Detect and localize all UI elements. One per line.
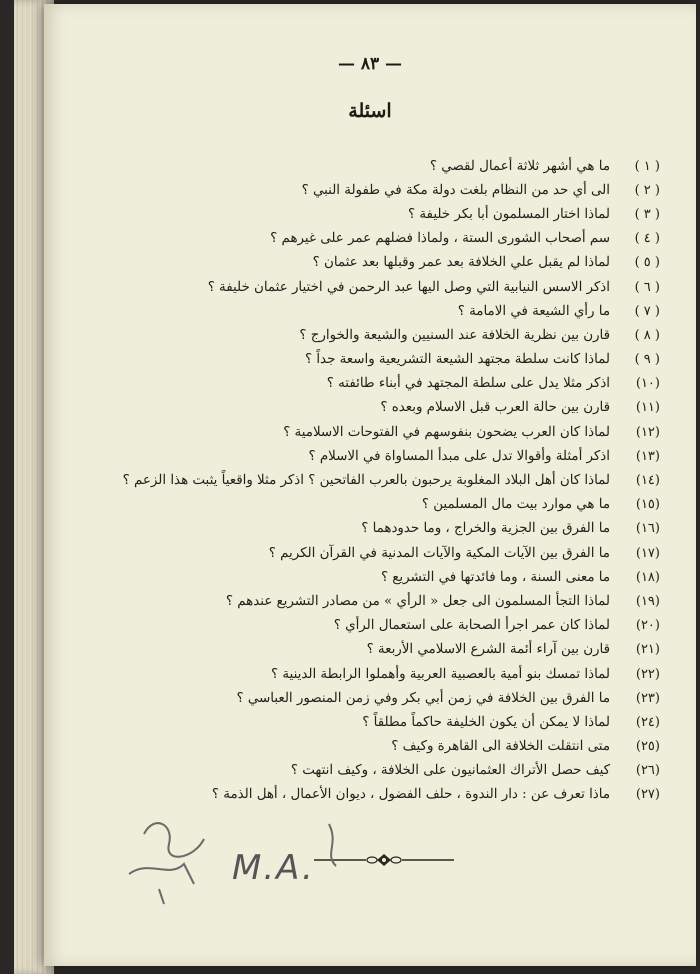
question-text: لماذا التجأ المسلمون الى جعل « الرأي » من مصادر التشريع عندهم ؟ — [225, 593, 610, 609]
question-item — [84, 420, 660, 444]
question-item — [84, 662, 660, 686]
question-number: (١٣) — [635, 448, 660, 464]
question-text: لماذا لم يقبل علي الخلافة بعد عمر وقبلها بعد عثمان ؟ — [312, 255, 610, 271]
question-text: ماذا تعرف عن : دار الندوة ، حلف الفضول ، ديوان الأعمال ، أهل الذمة ؟ — [211, 787, 610, 803]
question-number: (١٥) — [635, 497, 660, 513]
question-item — [84, 565, 660, 589]
question-number: (٢٦) — [635, 763, 660, 779]
question-item — [84, 372, 660, 396]
question-text: ما الفرق بين الآيات المكية والآيات المدنية في القرآن الكريم ؟ — [268, 545, 610, 561]
page-number: — ٨٣ — — [337, 54, 403, 74]
question-text: لماذا كانت سلطة مجتهد الشيعة التشريعية واسعة جداً ؟ — [304, 352, 610, 368]
question-item — [84, 638, 660, 662]
question-item — [84, 396, 660, 420]
question-item — [84, 759, 660, 783]
question-number: (٢٢) — [635, 666, 660, 682]
question-number: (١٠) — [635, 376, 660, 392]
question-number: (٢٥) — [635, 739, 660, 755]
question-number: (١٢) — [635, 424, 660, 440]
question-text: الى أي حد من النظام بلغت دولة مكة في طفولة النبي ؟ — [301, 182, 610, 198]
question-number: (٢٧) — [635, 787, 660, 803]
question-number: ( ٣ ) — [634, 206, 660, 222]
question-item — [84, 444, 660, 468]
question-item — [84, 517, 660, 541]
question-number: ( ٦ ) — [634, 279, 660, 295]
question-item — [84, 468, 660, 492]
initials-signature: M.A. — [232, 848, 315, 888]
question-item — [84, 493, 660, 517]
question-text: ما معنى السنة ، وما فائدتها في التشريع ؟ — [380, 569, 610, 585]
page-heading: اسئلة — [348, 100, 392, 122]
question-text: لماذا اختار المسلمون أبا بكر خليفة ؟ — [408, 206, 610, 222]
question-text: سم أصحاب الشورى الستة ، ولماذا فضلهم عمر على غيرهم ؟ — [270, 231, 610, 247]
question-number: (١٤) — [635, 473, 660, 489]
question-item — [84, 202, 660, 226]
question-number: ( ٨ ) — [634, 327, 660, 343]
question-text: لماذا كان العرب يضحون بنفوسهم في الفتوحات الاسلامية ؟ — [283, 424, 610, 440]
question-item — [84, 686, 660, 710]
question-number: ( ٩ ) — [634, 352, 660, 368]
question-text: ما هي أشهر ثلاثة أعمال لقصي ؟ — [429, 158, 610, 174]
question-number: (٢٣) — [635, 690, 660, 706]
question-number: (١٨) — [635, 569, 660, 585]
question-number: ( ١ ) — [634, 158, 660, 174]
question-text: قارن بين حالة العرب قبل الاسلام وبعده ؟ — [380, 400, 610, 416]
question-text: اذكر أمثلة وأقوالا تدل على مبدأ المساواة في الاسلام ؟ — [308, 448, 610, 464]
question-item — [84, 251, 660, 275]
question-number: (١٦) — [635, 521, 660, 537]
questions-list — [84, 154, 660, 807]
question-number: ( ٥ ) — [634, 255, 660, 271]
question-number: (١٧) — [635, 545, 660, 561]
question-text: ما الفرق بين الخلافة في زمن أبي بكر وفي زمن المنصور العباسي ؟ — [236, 690, 610, 706]
handwritten-marks — [124, 804, 354, 914]
question-number: (٢٤) — [635, 714, 660, 730]
question-text: لماذا لا يمكن أن يكون الخليفة حاكماً مطلقاً ؟ — [362, 714, 610, 730]
question-number: (٢١) — [635, 642, 660, 658]
question-number: (١١) — [635, 400, 660, 416]
question-text: ما رأي الشيعة في الامامة ؟ — [457, 303, 610, 319]
question-number: ( ٤ ) — [634, 231, 660, 247]
question-item — [84, 614, 660, 638]
question-text: ما الفرق بين الجزية والخراج ، وما حدودهما ؟ — [361, 521, 610, 537]
question-item — [84, 275, 660, 299]
question-text: ما هي موارد بيت مال المسلمين ؟ — [421, 497, 610, 513]
question-item — [84, 541, 660, 565]
question-item — [84, 227, 660, 251]
question-text: قارن بين آراء أئمة الشرع الاسلامي الأربعة ؟ — [366, 642, 610, 658]
book-page — [44, 4, 696, 966]
question-text: اذكر مثلا يدل على سلطة المجتهد في أبناء طائفته ؟ — [326, 376, 610, 392]
question-item — [84, 178, 660, 202]
question-item — [84, 154, 660, 178]
question-text: اذكر الاسس النيابية التي وصل اليها عبد الرحمن في اختيار عثمان خليفة ؟ — [207, 279, 610, 295]
question-text: لماذا كان عمر اجرأ الصحابة على استعمال الرأي ؟ — [333, 618, 610, 634]
question-text: كيف حصل الأتراك العثمانيون على الخلافة ، وكيف انتهت ؟ — [290, 763, 610, 779]
question-text: متى انتقلت الخلافة الى القاهرة وكيف ؟ — [391, 739, 610, 755]
question-item — [84, 323, 660, 347]
question-text: قارن بين نظرية الخلافة عند السنيين والشيعة والخوارج ؟ — [299, 327, 610, 343]
question-text: لماذا كان أهل البلاد المغلوبة يرحبون بالعرب الفاتحين ؟ اذكر مثلا واقعياً يثبت هذا الزعم ؟ — [122, 473, 610, 489]
question-number: (١٩) — [635, 593, 660, 609]
question-item — [84, 735, 660, 759]
question-number: ( ٧ ) — [634, 303, 660, 319]
question-item — [84, 589, 660, 613]
question-number: ( ٢ ) — [634, 182, 660, 198]
question-item — [84, 299, 660, 323]
question-item — [84, 710, 660, 734]
question-number: (٢٠) — [635, 618, 660, 634]
question-item — [84, 348, 660, 372]
question-text: لماذا تمسك بنو أمية بالعصبية العربية وأهملوا الرابطة الدينية ؟ — [271, 666, 610, 682]
